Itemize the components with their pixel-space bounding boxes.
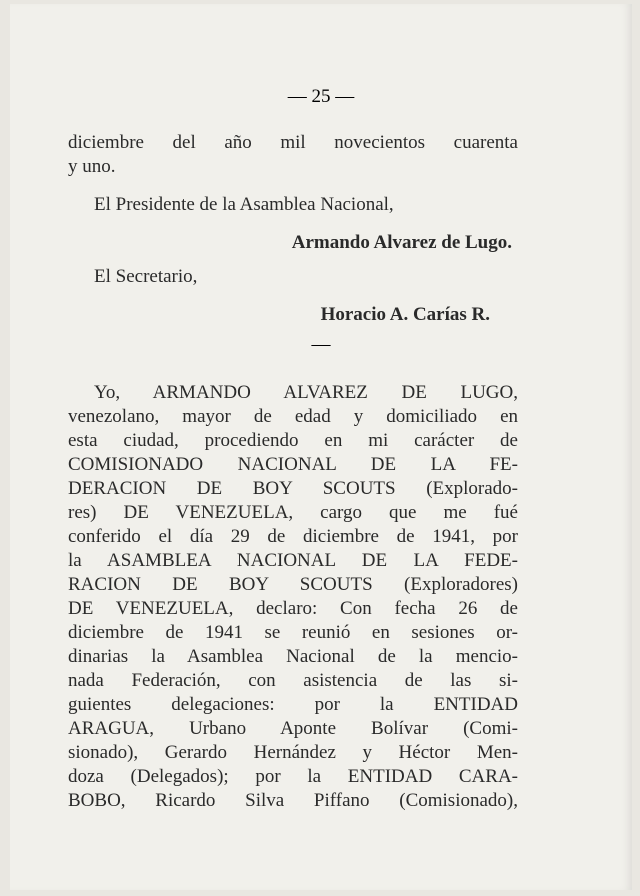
- declaration-line: BOBO, Ricardo Silva Piffano (Comisionado),: [68, 790, 518, 811]
- declaration-line: ARAGUA, Urbano Aponte Bolívar (Comi-: [68, 718, 518, 739]
- declaration-line: res) DE VENEZUELA, cargo que me fué: [68, 502, 518, 523]
- declaration-line: sionado), Gerardo Hernández y Héctor Men-: [68, 742, 518, 763]
- secretary-title: El Secretario,: [94, 266, 198, 287]
- declaration-line: doza (Delegados); por la ENTIDAD CARA-: [68, 766, 518, 787]
- declaration-line: DE VENEZUELA, declaro: Con fecha 26 de: [68, 598, 518, 619]
- declaration-line: esta ciudad, procediendo en mi carácter de: [68, 430, 518, 451]
- declaration-line: dinarias la Asamblea Nacional de la mencio-: [68, 646, 518, 667]
- book-page: [10, 4, 632, 890]
- opening-line-1: diciembre del año mil novecientos cuarenta: [68, 132, 518, 153]
- declaration-line: la ASAMBLEA NACIONAL DE LA FEDE-: [68, 550, 518, 571]
- declaration-line: diciembre de 1941 se reunió en sesiones or-: [68, 622, 518, 643]
- president-signature: Armando Alvarez de Lugo.: [291, 232, 512, 253]
- declaration-line: COMISIONADO NACIONAL DE LA FE-: [68, 454, 518, 475]
- declaration-line: conferido el día 29 de diciembre de 1941, por: [68, 526, 518, 547]
- declaration-line: nada Federación, con asistencia de las si-: [68, 670, 518, 691]
- declaration-line: Yo, ARMANDO ALVAREZ DE LUGO,: [94, 382, 518, 403]
- section-separator: —: [311, 334, 331, 355]
- opening-line-2: y uno.: [68, 156, 116, 177]
- president-title: El Presidente de la Asamblea Nacional,: [94, 194, 394, 215]
- secretary-signature: Horacio A. Carías R.: [320, 304, 490, 325]
- declaration-line: DERACION DE BOY SCOUTS (Explorado-: [68, 478, 518, 499]
- declaration-line: guientes delegaciones: por la ENTIDAD: [68, 694, 518, 715]
- declaration-line: RACION DE BOY SCOUTS (Exploradores): [68, 574, 518, 595]
- page-number: — 25 —: [287, 86, 355, 107]
- declaration-line: venezolano, mayor de edad y domiciliado en: [68, 406, 518, 427]
